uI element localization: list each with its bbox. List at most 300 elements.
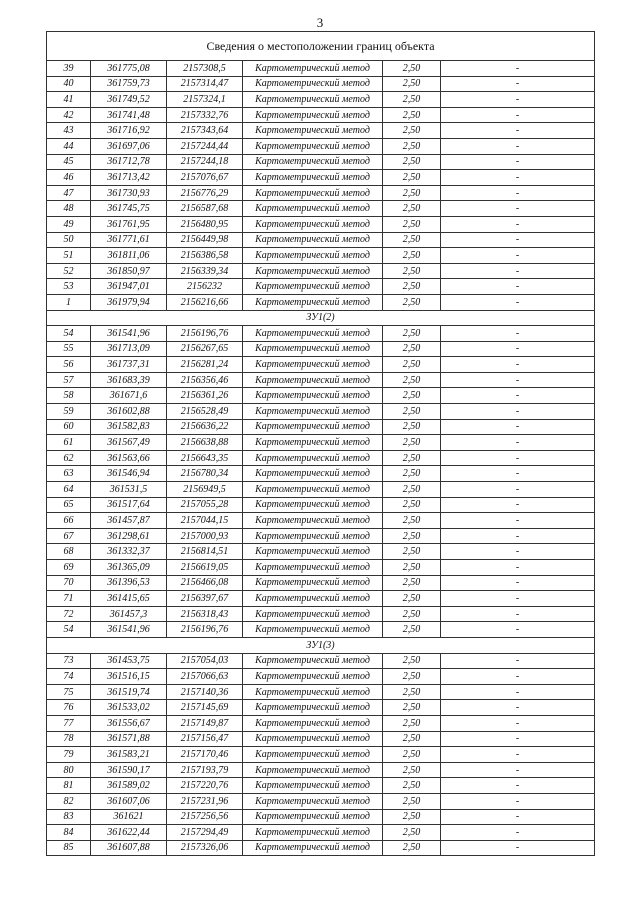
method-cell: Картометрический метод (243, 248, 383, 264)
y-coordinate-cell: 2157294,49 (167, 825, 243, 841)
method-cell: Картометрический метод (243, 138, 383, 154)
x-coordinate-cell: 361457,3 (91, 606, 167, 622)
accuracy-cell: 2,50 (383, 279, 441, 295)
y-coordinate-cell: 2157256,56 (167, 809, 243, 825)
table-row (47, 232, 595, 248)
x-coordinate-cell: 361745,75 (91, 201, 167, 217)
description-cell: - (441, 778, 595, 794)
x-coordinate-cell: 361607,88 (91, 840, 167, 856)
x-coordinate-cell: 361517,64 (91, 497, 167, 513)
y-coordinate-cell: 2157156,47 (167, 731, 243, 747)
x-coordinate-cell: 361298,61 (91, 528, 167, 544)
point-number-cell: 54 (47, 326, 91, 342)
point-number-cell: 48 (47, 201, 91, 217)
point-number-cell: 71 (47, 591, 91, 607)
x-coordinate-cell: 361516,15 (91, 669, 167, 685)
table-row (47, 357, 595, 373)
table-row (47, 778, 595, 794)
table-row (47, 154, 595, 170)
method-cell: Картометрический метод (243, 279, 383, 295)
section-label: ЗУ1(3) (47, 637, 595, 653)
accuracy-cell: 2,50 (383, 528, 441, 544)
section-header-row (47, 637, 595, 653)
table-row (47, 170, 595, 186)
method-cell: Картометрический метод (243, 107, 383, 123)
y-coordinate-cell: 2157308,5 (167, 61, 243, 77)
table-row (47, 528, 595, 544)
description-cell: - (441, 731, 595, 747)
description-cell: - (441, 170, 595, 186)
method-cell: Картометрический метод (243, 840, 383, 856)
y-coordinate-cell: 2156619,05 (167, 560, 243, 576)
table-row (47, 123, 595, 139)
description-cell: - (441, 793, 595, 809)
table-row (47, 622, 595, 638)
table-row (47, 201, 595, 217)
x-coordinate-cell: 361771,61 (91, 232, 167, 248)
table-row (47, 92, 595, 108)
accuracy-cell: 2,50 (383, 201, 441, 217)
method-cell: Картометрический метод (243, 669, 383, 685)
y-coordinate-cell: 2157145,69 (167, 700, 243, 716)
x-coordinate-cell: 361589,02 (91, 778, 167, 794)
description-cell: - (441, 123, 595, 139)
table-row (47, 61, 595, 77)
description-cell: - (441, 528, 595, 544)
table-row (47, 544, 595, 560)
table-row (47, 669, 595, 685)
description-cell: - (441, 747, 595, 763)
x-coordinate-cell: 361621 (91, 809, 167, 825)
point-number-cell: 1 (47, 294, 91, 310)
table-title-row (47, 32, 595, 61)
method-cell: Картометрический метод (243, 232, 383, 248)
y-coordinate-cell: 2157244,44 (167, 138, 243, 154)
method-cell: Картометрический метод (243, 715, 383, 731)
x-coordinate-cell: 361741,48 (91, 107, 167, 123)
y-coordinate-cell: 2156528,49 (167, 404, 243, 420)
method-cell: Картометрический метод (243, 778, 383, 794)
description-cell: - (441, 138, 595, 154)
point-number-cell: 82 (47, 793, 91, 809)
x-coordinate-cell: 361567,49 (91, 435, 167, 451)
table-row (47, 404, 595, 420)
method-cell: Картометрический метод (243, 123, 383, 139)
point-number-cell: 65 (47, 497, 91, 513)
x-coordinate-cell: 361712,78 (91, 154, 167, 170)
y-coordinate-cell: 2156397,67 (167, 591, 243, 607)
y-coordinate-cell: 2156216,66 (167, 294, 243, 310)
accuracy-cell: 2,50 (383, 715, 441, 731)
description-cell: - (441, 201, 595, 217)
accuracy-cell: 2,50 (383, 809, 441, 825)
description-cell: - (441, 840, 595, 856)
description-cell: - (441, 248, 595, 264)
point-number-cell: 72 (47, 606, 91, 622)
method-cell: Картометрический метод (243, 606, 383, 622)
table-row (47, 341, 595, 357)
y-coordinate-cell: 2157170,46 (167, 747, 243, 763)
x-coordinate-cell: 361761,95 (91, 216, 167, 232)
description-cell: - (441, 341, 595, 357)
method-cell: Картометрический метод (243, 185, 383, 201)
point-number-cell: 55 (47, 341, 91, 357)
method-cell: Картометрический метод (243, 793, 383, 809)
method-cell: Картометрический метод (243, 92, 383, 108)
x-coordinate-cell: 361622,44 (91, 825, 167, 841)
table-row (47, 825, 595, 841)
y-coordinate-cell: 2156281,24 (167, 357, 243, 373)
method-cell: Картометрический метод (243, 544, 383, 560)
table-row (47, 731, 595, 747)
table-row (47, 388, 595, 404)
description-cell: - (441, 513, 595, 529)
point-number-cell: 69 (47, 560, 91, 576)
x-coordinate-cell: 361541,96 (91, 326, 167, 342)
table-row (47, 372, 595, 388)
description-cell: - (441, 294, 595, 310)
point-number-cell: 76 (47, 700, 91, 716)
y-coordinate-cell: 2156361,26 (167, 388, 243, 404)
description-cell: - (441, 684, 595, 700)
table-row (47, 840, 595, 856)
x-coordinate-cell: 361850,97 (91, 263, 167, 279)
description-cell: - (441, 466, 595, 482)
y-coordinate-cell: 2156196,76 (167, 326, 243, 342)
method-cell: Картометрический метод (243, 560, 383, 576)
section-header-row (47, 310, 595, 326)
description-cell: - (441, 450, 595, 466)
x-coordinate-cell: 361415,65 (91, 591, 167, 607)
description-cell: - (441, 606, 595, 622)
method-cell: Картометрический метод (243, 825, 383, 841)
description-cell: - (441, 357, 595, 373)
table-row (47, 216, 595, 232)
method-cell: Картометрический метод (243, 61, 383, 77)
accuracy-cell: 2,50 (383, 61, 441, 77)
accuracy-cell: 2,50 (383, 263, 441, 279)
table-row (47, 762, 595, 778)
point-number-cell: 67 (47, 528, 91, 544)
accuracy-cell: 2,50 (383, 435, 441, 451)
description-cell: - (441, 591, 595, 607)
point-number-cell: 73 (47, 653, 91, 669)
y-coordinate-cell: 2157244,18 (167, 154, 243, 170)
method-cell: Картометрический метод (243, 170, 383, 186)
method-cell: Картометрический метод (243, 326, 383, 342)
accuracy-cell: 2,50 (383, 357, 441, 373)
table-row (47, 450, 595, 466)
x-coordinate-cell: 361607,06 (91, 793, 167, 809)
point-number-cell: 57 (47, 372, 91, 388)
point-number-cell: 85 (47, 840, 91, 856)
point-number-cell: 63 (47, 466, 91, 482)
accuracy-cell: 2,50 (383, 684, 441, 700)
method-cell: Картометрический метод (243, 809, 383, 825)
accuracy-cell: 2,50 (383, 700, 441, 716)
x-coordinate-cell: 361713,42 (91, 170, 167, 186)
table-row (47, 747, 595, 763)
table-row (47, 653, 595, 669)
x-coordinate-cell: 361332,37 (91, 544, 167, 560)
accuracy-cell: 2,50 (383, 170, 441, 186)
description-cell: - (441, 372, 595, 388)
description-cell: - (441, 715, 595, 731)
x-coordinate-cell: 361563,66 (91, 450, 167, 466)
y-coordinate-cell: 2156339,34 (167, 263, 243, 279)
x-coordinate-cell: 361582,83 (91, 419, 167, 435)
accuracy-cell: 2,50 (383, 76, 441, 92)
accuracy-cell: 2,50 (383, 778, 441, 794)
description-cell: - (441, 762, 595, 778)
accuracy-cell: 2,50 (383, 107, 441, 123)
x-coordinate-cell: 361775,08 (91, 61, 167, 77)
point-number-cell: 56 (47, 357, 91, 373)
point-number-cell: 39 (47, 61, 91, 77)
x-coordinate-cell: 361533,02 (91, 700, 167, 716)
y-coordinate-cell: 2156636,22 (167, 419, 243, 435)
table-row (47, 138, 595, 154)
point-number-cell: 47 (47, 185, 91, 201)
x-coordinate-cell: 361697,06 (91, 138, 167, 154)
description-cell: - (441, 404, 595, 420)
description-cell: - (441, 216, 595, 232)
point-number-cell: 52 (47, 263, 91, 279)
table-row (47, 606, 595, 622)
description-cell: - (441, 107, 595, 123)
y-coordinate-cell: 2157140,36 (167, 684, 243, 700)
point-number-cell: 43 (47, 123, 91, 139)
y-coordinate-cell: 2157231,96 (167, 793, 243, 809)
point-number-cell: 54 (47, 622, 91, 638)
point-number-cell: 77 (47, 715, 91, 731)
table-row (47, 107, 595, 123)
accuracy-cell: 2,50 (383, 232, 441, 248)
description-cell: - (441, 76, 595, 92)
point-number-cell: 50 (47, 232, 91, 248)
accuracy-cell: 2,50 (383, 466, 441, 482)
y-coordinate-cell: 2157324,1 (167, 92, 243, 108)
description-cell: - (441, 825, 595, 841)
description-cell: - (441, 669, 595, 685)
point-number-cell: 51 (47, 248, 91, 264)
accuracy-cell: 2,50 (383, 653, 441, 669)
table-row (47, 294, 595, 310)
point-number-cell: 62 (47, 450, 91, 466)
table-row (47, 185, 595, 201)
x-coordinate-cell: 361811,06 (91, 248, 167, 264)
point-number-cell: 46 (47, 170, 91, 186)
y-coordinate-cell: 2156780,34 (167, 466, 243, 482)
accuracy-cell: 2,50 (383, 341, 441, 357)
boundary-coordinates-table (46, 31, 595, 856)
table-row (47, 793, 595, 809)
x-coordinate-cell: 361583,21 (91, 747, 167, 763)
x-coordinate-cell: 361556,67 (91, 715, 167, 731)
method-cell: Картометрический метод (243, 263, 383, 279)
table-row (47, 513, 595, 529)
point-number-cell: 53 (47, 279, 91, 295)
description-cell: - (441, 61, 595, 77)
description-cell: - (441, 419, 595, 435)
method-cell: Картометрический метод (243, 762, 383, 778)
description-cell: - (441, 435, 595, 451)
accuracy-cell: 2,50 (383, 404, 441, 420)
accuracy-cell: 2,50 (383, 762, 441, 778)
y-coordinate-cell: 2156449,98 (167, 232, 243, 248)
description-cell: - (441, 700, 595, 716)
y-coordinate-cell: 2156776,29 (167, 185, 243, 201)
method-cell: Картометрический метод (243, 684, 383, 700)
method-cell: Картометрический метод (243, 76, 383, 92)
x-coordinate-cell: 361457,87 (91, 513, 167, 529)
point-number-cell: 61 (47, 435, 91, 451)
method-cell: Картометрический метод (243, 653, 383, 669)
method-cell: Картометрический метод (243, 591, 383, 607)
point-number-cell: 42 (47, 107, 91, 123)
description-cell: - (441, 263, 595, 279)
y-coordinate-cell: 2157054,03 (167, 653, 243, 669)
table-row (47, 809, 595, 825)
table-row (47, 497, 595, 513)
y-coordinate-cell: 2157149,87 (167, 715, 243, 731)
accuracy-cell: 2,50 (383, 482, 441, 498)
accuracy-cell: 2,50 (383, 591, 441, 607)
method-cell: Картометрический метод (243, 435, 383, 451)
description-cell: - (441, 279, 595, 295)
point-number-cell: 68 (47, 544, 91, 560)
y-coordinate-cell: 2156814,51 (167, 544, 243, 560)
accuracy-cell: 2,50 (383, 92, 441, 108)
table-row (47, 482, 595, 498)
x-coordinate-cell: 361571,88 (91, 731, 167, 747)
y-coordinate-cell: 2156386,58 (167, 248, 243, 264)
point-number-cell: 58 (47, 388, 91, 404)
method-cell: Картометрический метод (243, 357, 383, 373)
accuracy-cell: 2,50 (383, 419, 441, 435)
description-cell: - (441, 482, 595, 498)
point-number-cell: 70 (47, 575, 91, 591)
description-cell: - (441, 560, 595, 576)
x-coordinate-cell: 361671,6 (91, 388, 167, 404)
y-coordinate-cell: 2157076,67 (167, 170, 243, 186)
x-coordinate-cell: 361979,94 (91, 294, 167, 310)
y-coordinate-cell: 2157343,64 (167, 123, 243, 139)
y-coordinate-cell: 2156196,76 (167, 622, 243, 638)
point-number-cell: 81 (47, 778, 91, 794)
point-number-cell: 41 (47, 92, 91, 108)
accuracy-cell: 2,50 (383, 450, 441, 466)
x-coordinate-cell: 361713,09 (91, 341, 167, 357)
method-cell: Картометрический метод (243, 700, 383, 716)
y-coordinate-cell: 2157220,76 (167, 778, 243, 794)
x-coordinate-cell: 361531,5 (91, 482, 167, 498)
page-number: 3 (316, 15, 324, 30)
accuracy-cell: 2,50 (383, 372, 441, 388)
y-coordinate-cell: 2157000,93 (167, 528, 243, 544)
x-coordinate-cell: 361453,75 (91, 653, 167, 669)
point-number-cell: 44 (47, 138, 91, 154)
y-coordinate-cell: 2157055,28 (167, 497, 243, 513)
description-cell: - (441, 544, 595, 560)
accuracy-cell: 2,50 (383, 123, 441, 139)
table-row (47, 326, 595, 342)
y-coordinate-cell: 2156318,43 (167, 606, 243, 622)
method-cell: Картометрический метод (243, 497, 383, 513)
point-number-cell: 66 (47, 513, 91, 529)
method-cell: Картометрический метод (243, 528, 383, 544)
table-row (47, 248, 595, 264)
x-coordinate-cell: 361716,92 (91, 123, 167, 139)
description-cell: - (441, 622, 595, 638)
accuracy-cell: 2,50 (383, 560, 441, 576)
accuracy-cell: 2,50 (383, 248, 441, 264)
method-cell: Картометрический метод (243, 513, 383, 529)
table-row (47, 435, 595, 451)
x-coordinate-cell: 361396,53 (91, 575, 167, 591)
method-cell: Картометрический метод (243, 466, 383, 482)
method-cell: Картометрический метод (243, 201, 383, 217)
x-coordinate-cell: 361602,88 (91, 404, 167, 420)
x-coordinate-cell: 361759,73 (91, 76, 167, 92)
accuracy-cell: 2,50 (383, 513, 441, 529)
x-coordinate-cell: 361947,01 (91, 279, 167, 295)
x-coordinate-cell: 361541,96 (91, 622, 167, 638)
x-coordinate-cell: 361546,94 (91, 466, 167, 482)
y-coordinate-cell: 2156643,35 (167, 450, 243, 466)
method-cell: Картометрический метод (243, 372, 383, 388)
x-coordinate-cell: 361730,93 (91, 185, 167, 201)
accuracy-cell: 2,50 (383, 747, 441, 763)
accuracy-cell: 2,50 (383, 731, 441, 747)
y-coordinate-cell: 2156638,88 (167, 435, 243, 451)
y-coordinate-cell: 2157066,63 (167, 669, 243, 685)
description-cell: - (441, 154, 595, 170)
accuracy-cell: 2,50 (383, 669, 441, 685)
accuracy-cell: 2,50 (383, 154, 441, 170)
method-cell: Картометрический метод (243, 294, 383, 310)
point-number-cell: 80 (47, 762, 91, 778)
accuracy-cell: 2,50 (383, 497, 441, 513)
accuracy-cell: 2,50 (383, 840, 441, 856)
description-cell: - (441, 326, 595, 342)
y-coordinate-cell: 2156356,46 (167, 372, 243, 388)
table-row (47, 715, 595, 731)
method-cell: Картометрический метод (243, 388, 383, 404)
table-row (47, 419, 595, 435)
y-coordinate-cell: 2156466,08 (167, 575, 243, 591)
y-coordinate-cell: 2156949,5 (167, 482, 243, 498)
method-cell: Картометрический метод (243, 404, 383, 420)
point-number-cell: 40 (47, 76, 91, 92)
y-coordinate-cell: 2157193,79 (167, 762, 243, 778)
method-cell: Картометрический метод (243, 482, 383, 498)
table-row (47, 76, 595, 92)
y-coordinate-cell: 2156480,95 (167, 216, 243, 232)
description-cell: - (441, 232, 595, 248)
accuracy-cell: 2,50 (383, 138, 441, 154)
description-cell: - (441, 497, 595, 513)
point-number-cell: 74 (47, 669, 91, 685)
point-number-cell: 75 (47, 684, 91, 700)
accuracy-cell: 2,50 (383, 575, 441, 591)
y-coordinate-cell: 2157326,06 (167, 840, 243, 856)
description-cell: - (441, 653, 595, 669)
table-row (47, 466, 595, 482)
accuracy-cell: 2,50 (383, 544, 441, 560)
accuracy-cell: 2,50 (383, 216, 441, 232)
point-number-cell: 60 (47, 419, 91, 435)
